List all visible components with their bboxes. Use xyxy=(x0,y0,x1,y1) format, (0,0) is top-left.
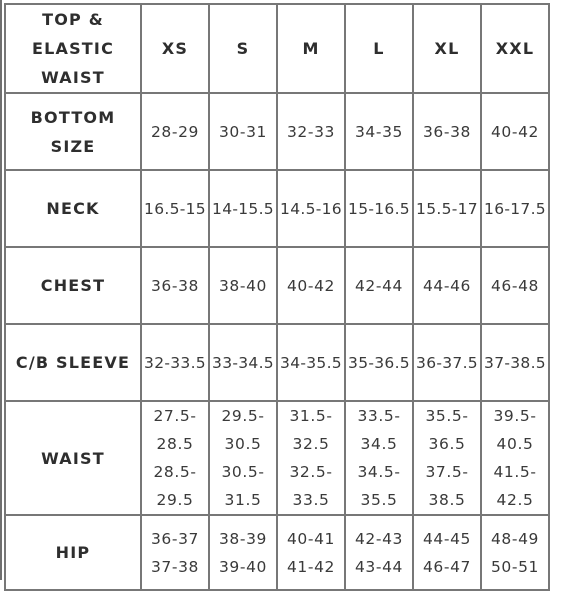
row-label-line: SIZE xyxy=(50,136,96,156)
value-cell xyxy=(141,515,209,590)
value-cell xyxy=(209,401,277,515)
value-line: 32.5 xyxy=(292,435,330,453)
value-line: 42.5 xyxy=(496,491,534,509)
value-cell xyxy=(277,401,345,515)
value-cell xyxy=(277,515,345,590)
row-label-chest: CHEST xyxy=(5,247,141,324)
row-label-line: BOTTOM xyxy=(30,107,116,127)
value-line: 40.5 xyxy=(496,435,534,453)
cb-sleeve-row xyxy=(5,324,549,401)
value-line: 39.5- xyxy=(493,407,537,425)
value-cell: 36-37.5 xyxy=(413,324,481,401)
value-cell: 38-40 xyxy=(209,247,277,324)
value-line: 32.5- xyxy=(289,463,333,481)
value-line: 33.5- xyxy=(357,407,401,425)
value-line: 38-39 xyxy=(218,529,268,548)
value-line: 48-49 xyxy=(490,529,540,548)
value-line: 34.5 xyxy=(360,435,398,453)
value-line: 50-51 xyxy=(490,557,540,576)
value-line: 29.5- xyxy=(221,407,265,425)
value-line: 37.5- xyxy=(425,463,469,481)
value-line: 35.5 xyxy=(360,491,398,509)
bottom-size-row xyxy=(5,93,549,170)
value-cell xyxy=(141,401,209,515)
value-cell: 16-17.5 xyxy=(481,170,549,247)
value-cell xyxy=(345,515,413,590)
value-cell: 36-38 xyxy=(413,93,481,170)
size-header-xl: XL xyxy=(413,4,481,93)
value-line: 31.5 xyxy=(224,491,262,509)
row-label-waist: WAIST xyxy=(5,401,141,515)
size-header-l: L xyxy=(345,4,413,93)
neck-row xyxy=(5,170,549,247)
value-cell: 16.5-15 xyxy=(141,170,209,247)
waist-row xyxy=(5,401,549,515)
value-line: 41.5- xyxy=(493,463,537,481)
value-line: 37-38 xyxy=(150,557,200,576)
value-cell: 32-33.5 xyxy=(141,324,209,401)
size-header-s: S xyxy=(209,4,277,93)
value-cell: 44-46 xyxy=(413,247,481,324)
value-cell: 14-15.5 xyxy=(209,170,277,247)
value-cell: 34-35.5 xyxy=(277,324,345,401)
header-row xyxy=(5,4,549,93)
value-line: 42-43 xyxy=(354,529,404,548)
value-line: 36-37 xyxy=(150,529,200,548)
value-line: 31.5- xyxy=(289,407,333,425)
value-line: 27.5- xyxy=(153,407,197,425)
value-cell: 34-35 xyxy=(345,93,413,170)
value-line: 40-41 xyxy=(286,529,336,548)
value-line: 28.5 xyxy=(156,435,194,453)
value-cell xyxy=(481,515,549,590)
size-chart-table xyxy=(4,3,550,591)
value-line: 43-44 xyxy=(354,557,404,576)
value-cell: 42-44 xyxy=(345,247,413,324)
value-cell: 32-33 xyxy=(277,93,345,170)
value-cell: 35-36.5 xyxy=(345,324,413,401)
value-cell: 30-31 xyxy=(209,93,277,170)
value-cell: 36-38 xyxy=(141,247,209,324)
value-line: 41-42 xyxy=(286,557,336,576)
value-cell xyxy=(209,515,277,590)
value-cell: 28-29 xyxy=(141,93,209,170)
value-cell xyxy=(345,401,413,515)
value-line: 30.5 xyxy=(224,435,262,453)
value-line: 28.5- xyxy=(153,463,197,481)
corner-header-line: WAIST xyxy=(41,68,105,87)
value-cell: 40-42 xyxy=(277,247,345,324)
value-cell: 46-48 xyxy=(481,247,549,324)
left-border-rule xyxy=(0,0,2,580)
hip-row xyxy=(5,515,549,590)
value-line: 30.5- xyxy=(221,463,265,481)
chest-row xyxy=(5,247,549,324)
row-label-neck: NECK xyxy=(5,170,141,247)
value-cell xyxy=(413,401,481,515)
value-line: 39-40 xyxy=(218,557,268,576)
value-cell xyxy=(413,515,481,590)
row-label-hip: HIP xyxy=(5,515,141,590)
value-line: 33.5 xyxy=(292,491,330,509)
value-line: 35.5- xyxy=(425,407,469,425)
row-label-bottom-size xyxy=(5,93,141,170)
value-line: 44-45 xyxy=(422,529,472,548)
size-header-xs: XS xyxy=(141,4,209,93)
size-header-m: M xyxy=(277,4,345,93)
value-cell: 14.5-16 xyxy=(277,170,345,247)
value-line: 36.5 xyxy=(428,435,466,453)
value-cell: 15.5-17 xyxy=(413,170,481,247)
value-cell: 37-38.5 xyxy=(481,324,549,401)
value-line: 46-47 xyxy=(422,557,472,576)
corner-header-line: ELASTIC xyxy=(31,39,115,58)
size-header-xxl: XXL xyxy=(481,4,549,93)
value-line: 29.5 xyxy=(156,491,194,509)
row-label-cb-sleeve: C/B SLEEVE xyxy=(5,324,141,401)
value-line: 38.5 xyxy=(428,491,466,509)
value-cell xyxy=(481,401,549,515)
value-cell: 33-34.5 xyxy=(209,324,277,401)
corner-header-cell xyxy=(5,4,141,93)
corner-header-line: TOP & xyxy=(42,10,104,29)
value-cell: 15-16.5 xyxy=(345,170,413,247)
value-cell: 40-42 xyxy=(481,93,549,170)
value-line: 34.5- xyxy=(357,463,401,481)
